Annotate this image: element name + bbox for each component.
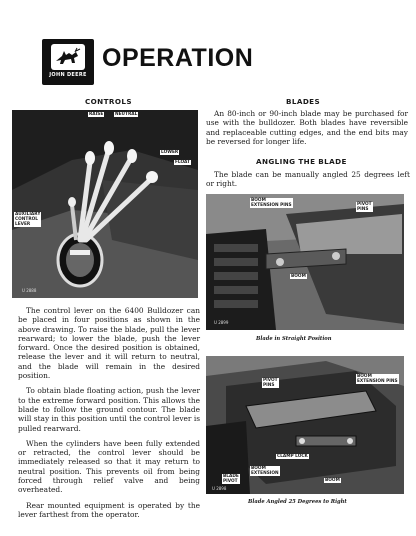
figure-number: U 2898 <box>212 486 227 491</box>
boom-callout: BOOM <box>291 274 306 279</box>
figure2-caption: Blade Angled 25 Degrees to Right <box>248 499 347 505</box>
controls-text <box>18 306 200 519</box>
raise-callout: RAISE <box>89 112 104 117</box>
aux-line-3: LEVER <box>15 222 31 227</box>
callout-line: PINS <box>357 207 369 212</box>
controls-figure <box>12 110 198 298</box>
callout-line: BOOM <box>251 466 266 471</box>
pivot-pins-callout <box>356 202 373 212</box>
boom-extension-callout <box>250 466 280 476</box>
callout-line: EXTENSION <box>251 471 279 476</box>
deer-emblem-icon <box>51 44 85 70</box>
john-deere-logo <box>42 39 94 85</box>
callout-line: PIVOT <box>223 479 238 484</box>
neutral-callout: NEUTRAL <box>115 112 138 117</box>
callout-line: PIVOT <box>357 202 372 207</box>
auxiliary-control-lever-callout <box>14 212 41 227</box>
boom-callout: BOOM <box>325 478 340 483</box>
blades-heading: BLADES <box>286 97 321 106</box>
control-lever-illustration <box>12 110 198 298</box>
callout-line: BOOM <box>357 374 372 379</box>
angling-heading: ANGLING THE BLADE <box>256 157 347 166</box>
callout-line: EXTENSION PINS <box>357 379 398 384</box>
paragraph: When the cylinders have been fully extended or retracted, the control lever should be immediately released so that it may return to neutral position. This prevents oil from being forced through relief valve and being overheated. <box>18 438 200 495</box>
callout-line: BOOM <box>251 198 266 203</box>
callout-line: EXTENSION PINS <box>251 203 292 208</box>
blade-straight-figure <box>206 194 404 330</box>
boom-extension-pins-callout <box>250 198 293 208</box>
bulldozer-straight-illustration <box>206 194 404 330</box>
boom-extension-pins-callout <box>356 374 399 384</box>
callout-line: BLADE <box>223 474 239 479</box>
logo-text: JOHN DEERE <box>49 72 87 78</box>
blade-pivot-callout <box>222 474 240 484</box>
controls-heading: CONTROLS <box>85 97 132 106</box>
page-title: OPERATION <box>102 44 254 72</box>
callout-line: PIVOT <box>263 378 278 383</box>
angling-text-block <box>206 170 410 189</box>
angling-paragraph: The blade can be manually angled 25 degrees left or right. <box>206 170 410 189</box>
blade-angled-figure <box>206 356 404 494</box>
paragraph: To obtain blade floating action, push the lever to the extreme forward position. This allows the blade to follow the ground contour. The blade will stay in this position until the control lever is pulled rearward. <box>18 386 200 433</box>
figure1-caption: Blade in Straight Position <box>256 336 332 342</box>
aux-line-2: CONTROL <box>15 217 39 222</box>
clamp-lock-callout: CLAMP LOCK <box>277 454 308 459</box>
paragraph: The control lever on the 6400 Bulldozer can be placed in four positions as shown in the above drawing. To raise the blade, pull the lever rearward; to lower the blade, push the lever forward. Once the desired position is obtained, release the lever and it will return to neutral, and the blade will remain in the desired position. <box>18 306 200 381</box>
float-callout: FLOAT <box>175 160 190 165</box>
callout-line: PINS <box>263 383 275 388</box>
aux-line-1: AUXILIARY <box>15 212 41 217</box>
blades-paragraph: An 80-inch or 90-inch blade may be purchased for use with the bulldozer. Both blades have reversible and replaceable cutting edges, and the end bits may be reversed for longer life. <box>206 109 408 146</box>
lower-callout: LOWER <box>161 150 179 155</box>
pivot-pins-callout <box>262 378 279 388</box>
paragraph: Rear mounted equipment is operated by the lever farthest from the operator. <box>18 500 200 519</box>
blades-text-block <box>206 109 408 146</box>
figure-number: U 2888 <box>22 288 37 293</box>
figure-number: U 2899 <box>214 320 229 325</box>
